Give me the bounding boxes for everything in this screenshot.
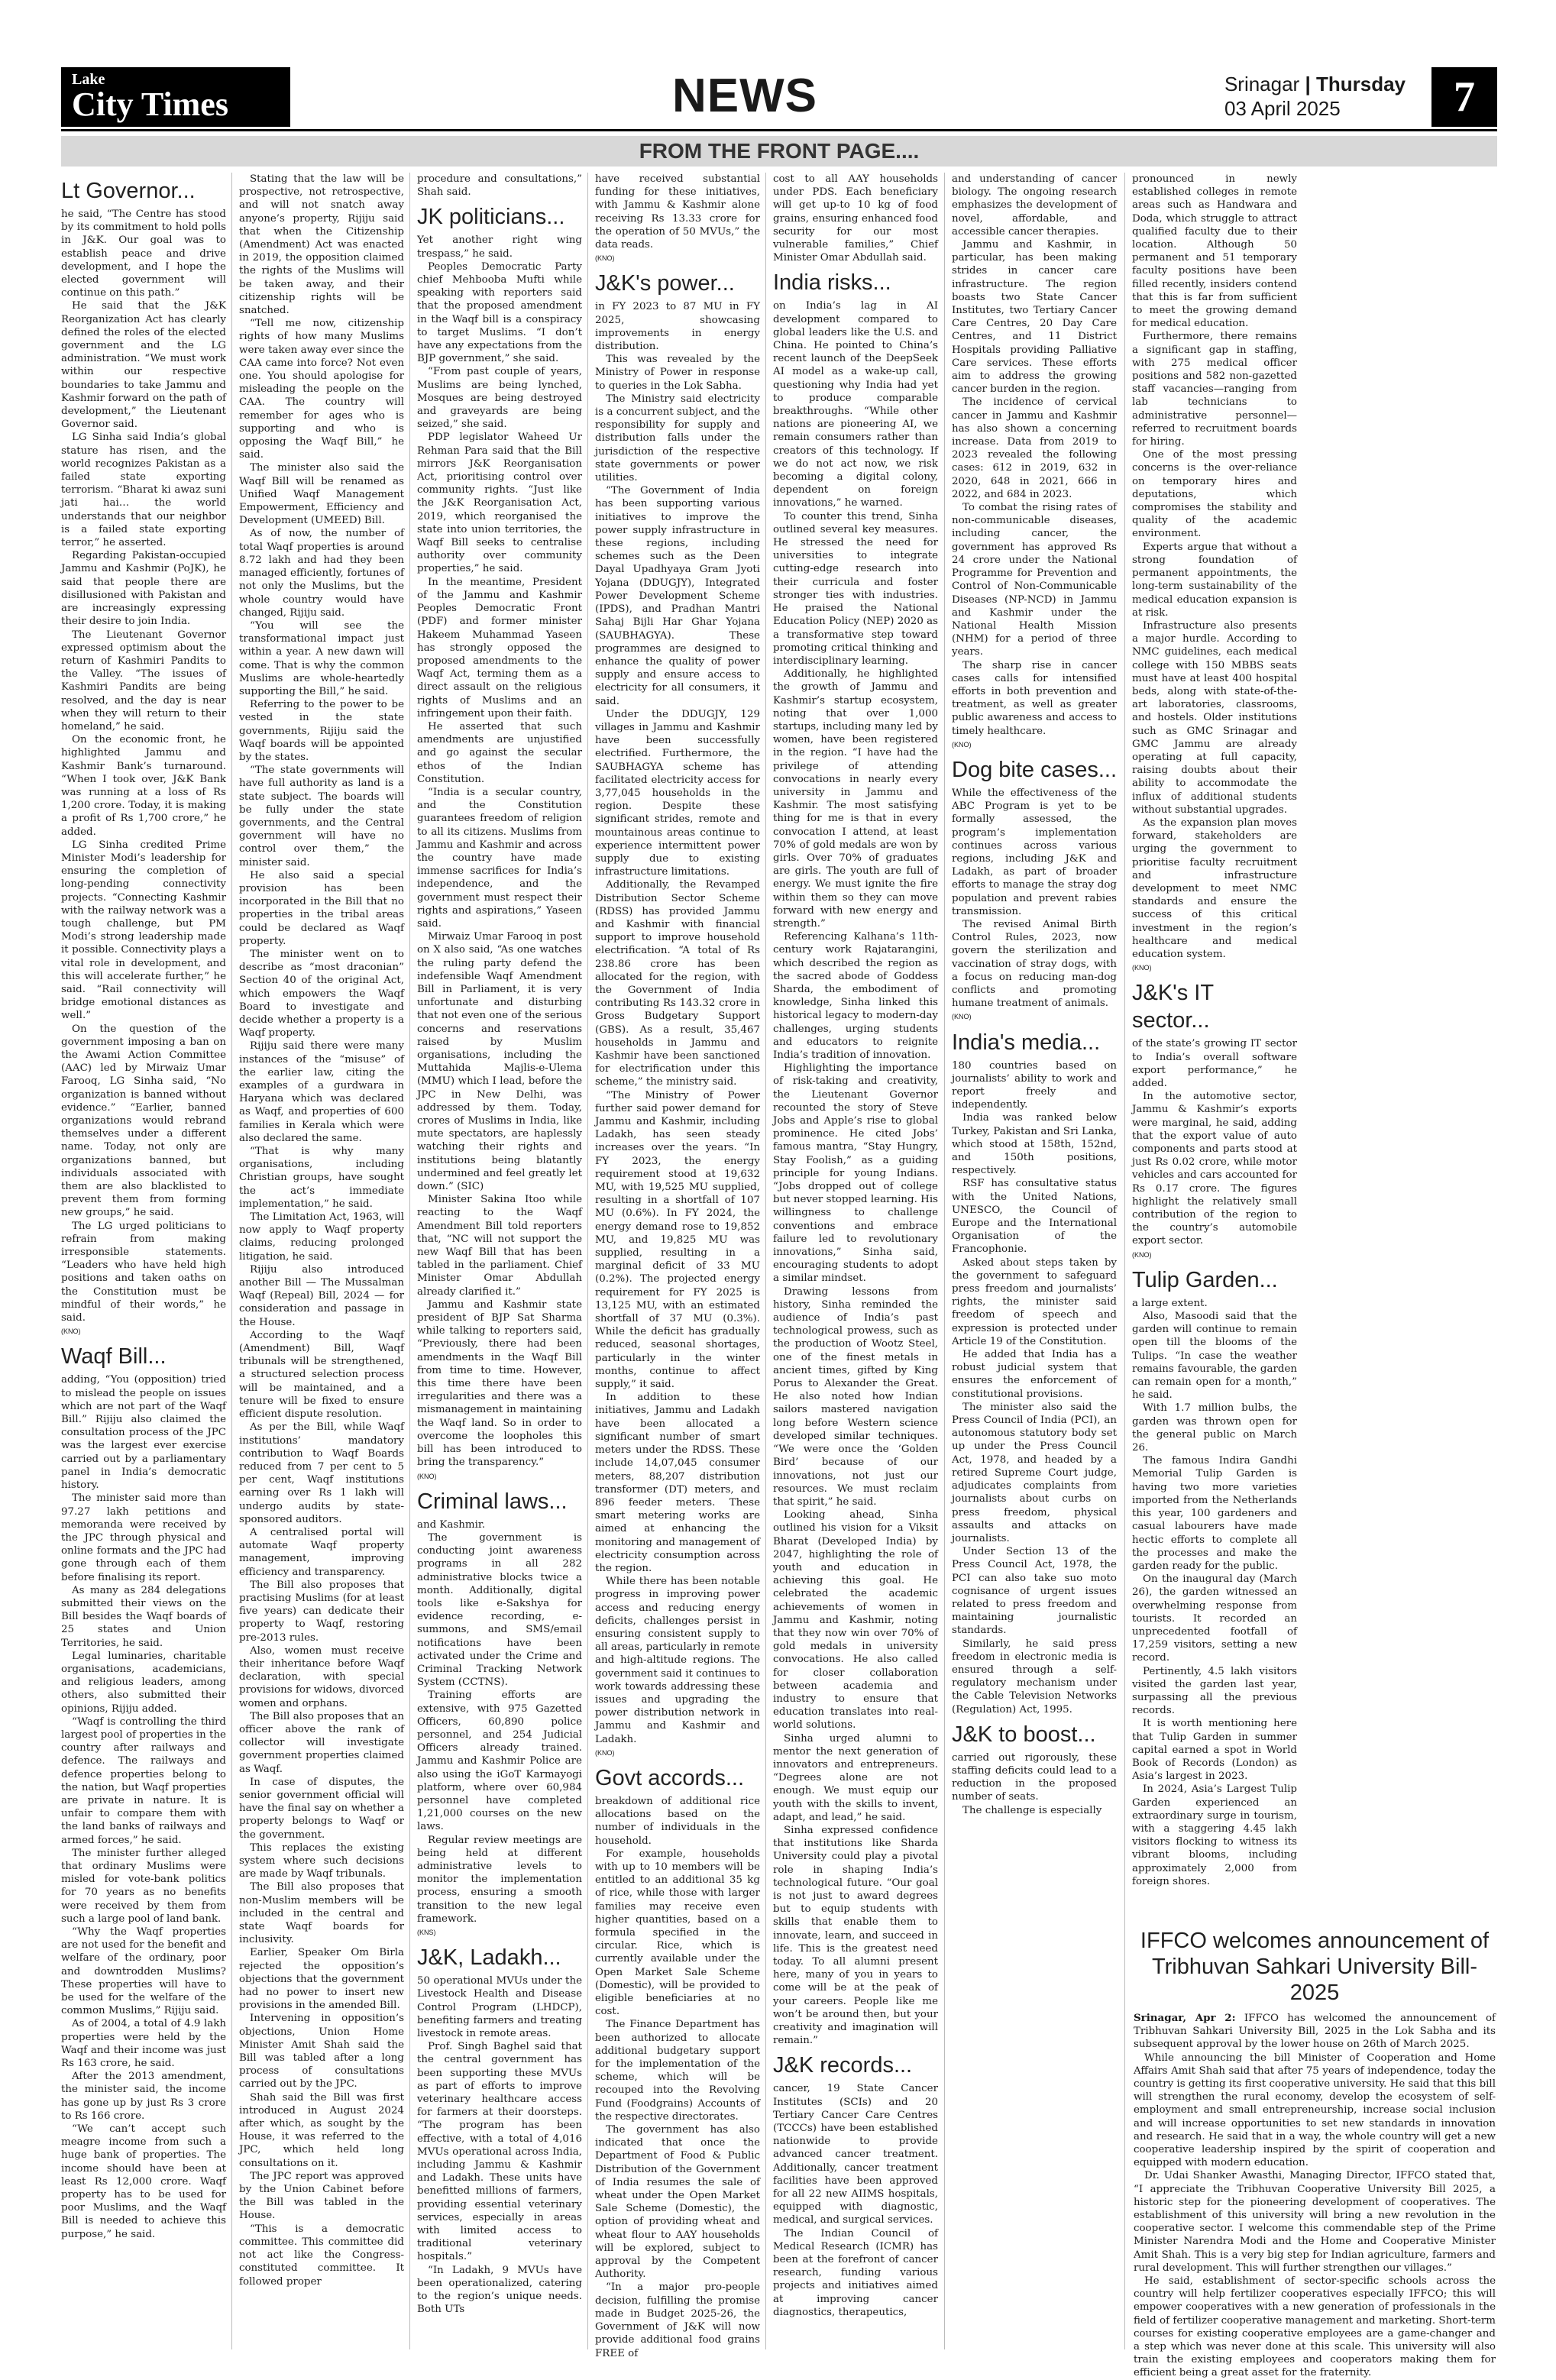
paragraph: The government is conducting joint awareness programs in all 282 administrative blocks twice a month. Additionally, digital tools like e-Sakshya for evidence recording, e-summons, and SMS/email notifications have been activated under the Crime and Criminal Tracking Network System (CCTNS). <box>417 1531 582 1689</box>
paragraph: “You will see the transformational impact just within a year. A new dawn will come. That is why the common Muslims are whole-heartedly supporting the Bill,” he said. <box>239 619 404 697</box>
paragraph: adding, “You (opposition) tried to mislead the people on issues which are not part of the Waqf Bill.” Rijiju also claimed the consultation process of the JPC was the largest ever exercise carried out by a parliamentary panel in India’s democratic history. <box>61 1374 226 1492</box>
agency-tag: (KNO) <box>417 1472 437 1480</box>
agency-tag: (KNO) <box>595 1748 615 1757</box>
paragraph: The JPC report was approved by the Union Cabinet before the Bill was tabled in the House. <box>239 2170 404 2222</box>
paragraph: Jammu and Kashmir, in particular, has been making strides in cancer care infrastructure. The region boasts two State Cancer Institutes, two Tertiary Cancer Care Centres, 20 Day Care Centres, and 11 District Hospitals providing Palliative Care services. These efforts aim to address the growing cancer burden in the region. <box>952 239 1117 396</box>
paragraph: LG Sinha credited Prime Minister Modi’s leadership for ensuring the completion of long-pending connectivity projects. “Connecting Kashmir with the railway network was a tough challenge, but PM Modi’s strong leadership made it possible. Connectivity plays a vital role in development, and this will accelerate further,” he said. “Rail connectivity will bridge emotional distances as well.” <box>61 839 226 1022</box>
paragraph: “The state governments will have full authority as land is a state subject. The boards will be fully under the state governments, and the Central government will have no control over them,” the minister said. <box>239 765 404 868</box>
newspaper-logo[interactable] <box>61 67 290 127</box>
paragraph: pronounced in newly established colleges in remote areas such as Handwara and Doda, which struggle to attract qualified faculty due to their location. Although 50 permanent and 51 temporary faculty positions have been filled recently, insiders contend that this is far from sufficient to meet the growing demand for medical education. <box>1132 173 1297 330</box>
section-title: NEWS <box>672 70 817 122</box>
headline-india-risks[interactable]: India risks... <box>773 270 891 296</box>
paragraph: Training efforts are extensive, with 975 Gazetted Officers, 60,890 police personnel, and 254 Judicial Officers already trained. Jammu and Kashmir Police are also using the iGoT Karmayogi platform, where over 60,984 personnel have completed 1,21,000 courses on the new laws. <box>417 1690 582 1833</box>
paragraph: This replaces the existing system where such decisions are made by Waqf tribunals. <box>239 1842 404 1880</box>
paragraph: Dr. Udai Shanker Awasthi, Managing Director, IFFCO stated that, “I appreciate the Tribhuvan Cooperative University Bill 2025, a historic step for the pioneering development of cooperatives. The establishment of this university will bring a new revolution in the cooperative sector. I welcome this commendable step of the Prime Minister Narendra Modi and the Home and Cooperative Minister Amit Shah. This is a very big step for Indian agriculture, farmers and rural development. This will further strengthen our villages.” <box>1134 2170 1496 2274</box>
paragraph: The LG urged politicians to refrain from making irresponsible statements. “Leaders who have held high positions and taken oaths on the Constitution must be mindful of their words,” he said. <box>61 1220 226 1324</box>
paragraph: The Limitation Act, 1963, will now apply to Waqf property claims, reducing prolonged litigation, he said. <box>239 1211 404 1263</box>
paragraph: “That is why many organisations, including Christian groups, have sought the act’s immediate implementation,” he said. <box>239 1146 404 1210</box>
paragraph: Drawing lessons from history, Sinha reminded the audience of India’s past technological prowess, such as the production of Wootz Steel, one of the finest metals in ancient times, gifted by King Porus to Alexander the Great. He also noted how Indian sailors mastered navigation long before Western science developed similar techniques. “We were once the ‘Golden Bird’ because of our innovations, not just our resources. We must reclaim that spirit,” he said. <box>773 1285 938 1508</box>
dateline-label: Srinagar, Apr 2: <box>1134 2012 1236 2024</box>
paragraph: 180 countries based on journalists’ ability to work and report freely and independently. <box>952 1059 1117 1111</box>
paragraph: One of the most pressing concerns is the over-reliance on temporary hires and deputations, which compromises the stability and quality of the academic environment. <box>1132 449 1297 540</box>
logo-big-text: City Times <box>72 86 228 123</box>
paragraph-text: IFFCO has welcomed the announcement of Tribhuvan Sahkari University Bill, 2025 in the Lok Sabha and its subsequent approval by the lower house on 26th of March 2025. <box>1134 2013 1496 2051</box>
headline-dog-bite[interactable]: Dog bite cases... <box>952 757 1117 782</box>
paragraph: Under the DDUGJY, 129 villages in Jammu and Kashmir have been successfully electrified. Furthermore, the SAUBHAGYA scheme has facilitated electricity access for 3,77,045 households in the region. Despite these significant strides, remote and mountainous areas continue to experience intermittent power supply due to existing infrastructure limitations. <box>595 708 760 878</box>
paragraph: While announcing the bill Minister of Cooperation and Home Affairs Amit Shah said that after 75 years of independence, today the country is getting its first cooperative university. He said that this bill will strengthen the rural economy, develop the ecosystem of self-employment and small entrepreneurship, increase social inclusion and will increase opportunities to set new standards in innovation and research. He said that in a way, the whole country will get a new cooperative leadership inspired by the spirit of cooperation and equipped with modern education. <box>1134 2052 1496 2169</box>
paragraph: “Waqf is controlling the third largest pool of properties in the country after railways and defence. The railways and defence properties belong to the nation, but Waqf properties are private in nature. It is unfair to compare them with the land banks of railways and armed forces,” he said. <box>61 1715 226 1846</box>
paragraph: With 1.7 million bulbs, the garden was thrown open for the general public on March 26. <box>1132 1402 1297 1454</box>
paragraph: The famous Indira Gandhi Memorial Tulip Garden is having two more varieties imported from the Netherlands this year, 100 gardeners and casual labourers have made hectic efforts to complete all the processes and make the garden ready for the public. <box>1132 1455 1297 1572</box>
paragraph: Sinha urged alumni to mentor the next generation of innovators and entrepreneurs. “Degrees alone are not enough. We must equip our youth with the skills to invent, adapt, and lead,” he said. <box>773 1732 938 1823</box>
paragraph: Peoples Democratic Party chief Mehbooba Mufti while speaking with reporters said that the proposed amendment in the Waqf bill is a conspiracy to target Muslims. “I don’t have any expectations from the BJP government,” she said. <box>417 260 582 365</box>
agency-tag: (KNO) <box>952 1013 972 1021</box>
paragraph: Also, women must receive their inheritance before Waqf declaration, with special provisions for widows, divorced women and orphans. <box>239 1644 404 1709</box>
paragraph: “Why the Waqf properties are not used for the benefit and welfare of the ordinary, poor and downtrodden Muslims? These properties will have to be used for the welfare of the common Muslims,” Rijiju said. <box>61 1926 226 2017</box>
paragraph: While there has been notable progress in improving power access and reducing energy deficits, challenges persist in ensuring consistent supply to all areas, particularly in remote and high-altitude regions. The government said it continues to work towards addressing these issues and upgrading the power distribution network in Jammu and Kashmir and Ladakh. <box>595 1576 760 1745</box>
column-2 <box>239 173 404 2349</box>
paragraph: “The Government of India has been supporting various initiatives to improve the power supply infrastructure in these regions, including schemes such as the Deen Dayal Upadhyaya Gram Jyoti Yojana (DDUGJY), Integrated Power Development Scheme (IPDS), and Pradhan Mantri Sahaj Bijli Har Ghar Yojana (SAUBHAGYA). These programmes are designed to enhance the quality of power supply and ensure access to electricity for all consumers, it said. <box>595 485 760 707</box>
column-1 <box>61 173 226 2349</box>
paragraph: Prof. Singh Baghel said that the central government has been supporting these MVUs as part of efforts to improve veterinary healthcare access for farmers at their doorsteps. “The program has been effective, with a total of 4,016 MVUs operational across India, including Jammu & Kashmir and Ladakh. These units have benefitted millions of farmers, providing essential veterinary services, especially in areas with limited access to traditional veterinary hospitals.” <box>417 2041 582 2263</box>
paragraph: “In Ladakh, 9 MVUs have been operationalized, catering to the region’s unique needs. Both UTs <box>417 2264 582 2316</box>
headline-lt-governor[interactable]: Lt Governor... <box>61 179 196 203</box>
paragraph: According to the Waqf (Amendment) Bill, Waqf tribunals will be strengthened, a structured selection process will be maintained, and a tenure will be fixed to ensure efficient dispute resolution. <box>239 1329 404 1421</box>
column-7 <box>1132 173 1297 1922</box>
headline-jk-boost[interactable]: J&K to boost... <box>952 1722 1096 1747</box>
paragraph: Yet another right wing trespass,” he said. <box>417 234 582 260</box>
paragraph: Referencing Kalhana’s 11th-century work Rajatarangini, which described the region as the sacred abode of Goddess Sharda, the embodiment of knowledge, Sinha linked this historical legacy to modern-day challenges, urging students and educators to reignite India’s tradition of innovation. <box>773 931 938 1061</box>
paragraph: The minister said more than 97.27 lakh petitions and memoranda were received by the JPC through physical and online formats and the JPC had gone through each of them before finalising its report. <box>61 1492 226 1583</box>
logo-small-text: Lake <box>72 71 105 88</box>
paragraph: Regular review meetings are being held at different administrative levels to monitor the implementation process, ensuring a smooth transition to the new legal framework. <box>417 1834 582 1925</box>
paragraph: 50 operational MVUs under the Livestock Health and Disease Control Program (LHDCP), benefiting farmers and treating livestock in remote areas. <box>417 1975 582 2040</box>
headline-jk-politicians[interactable]: JK politicians... <box>417 205 565 230</box>
column-divider <box>765 173 766 2349</box>
paragraph: As many as 284 delegations submitted their views on the Bill besides the Waqf boards of 25 states and Union Territories, he said. <box>61 1584 226 1649</box>
headline-india-media[interactable]: India's media... <box>952 1030 1101 1055</box>
paragraph: Experts argue that without a strong foundation of permanent appointments, the long-term sustainability of the medical education expansion is at risk. <box>1132 541 1297 619</box>
paragraph: The Indian Council of Medical Research (ICMR) has been at the forefront of cancer research, funding various projects and initiatives aimed at improving cancer diagnostics, therapeutics, <box>773 2227 938 2318</box>
iffco-article <box>1134 1928 1496 2379</box>
paragraph: He said that the J&K Reorganization Act has clearly defined the roles of the elected government and the LG administration. “We must work within our respective boundaries to take Jammu and Kashmir forward on the path of development,” the Lieutenant Governor said. <box>61 300 226 431</box>
headline-jk-records[interactable]: J&K records... <box>773 2053 913 2078</box>
paragraph: A centralised portal will automate Waqf property management, improving efficiency and transparency. <box>239 1526 404 1578</box>
paragraph: On the inaugural day (March 26), the garden witnessed an overwhelming response from tourists. It recorded an unprecedented footfall of 17,259 visitors, setting a new record. <box>1132 1573 1297 1664</box>
date-separator: | <box>1305 73 1311 95</box>
headline-jk-it-sector[interactable]: J&K's IT sector... <box>1132 981 1214 1033</box>
paragraph: He also said a special provision has been incorporated in the Bill that no properties in the tribal areas could be declared as Waqf property. <box>239 869 404 947</box>
paragraph: This was revealed by the Ministry of Power in response to queries in the Lok Sabha. <box>595 354 760 392</box>
city-name: Srinagar <box>1224 73 1300 95</box>
column-5 <box>773 173 938 2349</box>
paragraph: He asserted that such amendments are unjustified and go against the secular ethos of the Indian Constitution. <box>417 720 582 785</box>
paragraph: “In a major pro-people decision, fulfilling the promise made in Budget 2025-26, the Government of J&K will now provide additional food grains FREE of <box>595 2281 760 2359</box>
paragraph: Additionally, he highlighted the growth of Jammu and Kashmir’s startup ecosystem, noting that over 1,000 startups, including many led by women, have been registered in the region. “I have had the privilege of attending convocations in nearly every university in Jammu and Kashmir. The most satisfying thing for me is that in every convocation I attend, at least 70% of gold medals are won by girls. Over 70% of graduates are girls. The youth are full of energy. We must ignite the fire within them so they can move forward with new energy and strength.” <box>773 668 938 930</box>
headline-iffco[interactable]: IFFCO welcomes announcement of Tribhuvan Sahkari University Bill-2025 <box>1140 1929 1490 2005</box>
paragraph: have received substantial funding for these initiatives, with Jammu & Kashmir alone receiving Rs 13.33 crore for the operation of 50 MVUs,” the data reads. <box>595 173 760 251</box>
issue-date: 03 April 2025 <box>1224 97 1341 120</box>
column-divider <box>231 173 232 2349</box>
paragraph: Intervening in opposition’s objections, Union Home Minister Amit Shah said the Bill was tabled after a long process of consultations carried out by the JPC. <box>239 2013 404 2091</box>
paragraph: of the state’s growing IT sector to India’s overall software export performance,” he added. <box>1132 1038 1297 1089</box>
paragraph: He added that India has a robust judicial system that ensures the enforcement of constitutional provisions. <box>952 1349 1117 1400</box>
paragraph: Under Section 13 of the Press Council Act, 1978, the PCI can also take suo moto cognisance of urgent issues related to press freedom and maintaining journalistic standards. <box>952 1546 1117 1637</box>
agency-tag: (KNS) <box>417 1929 436 1936</box>
paragraph: breakdown of additional rice allocations based on the number of individuals in the household. <box>595 1795 760 1847</box>
paragraph: RSF has consultative status with the United Nations, UNESCO, the Council of Europe and the International Organisation of the Francophonie. <box>952 1178 1117 1256</box>
paragraph: Similarly, he said press freedom in electronic media is ensured through a self-regulatory mechanism under the Cable Television Networks (Regulation) Act, 1995. <box>952 1638 1117 1715</box>
paragraph: On the question of the government imposing a ban on the Awami Action Committee (AAC) led by Mirwaiz Umar Farooq, LG Sinha said, “No organization is banned without evidence.” “Earlier, banned organizations would rebrand themselves under a different name. Today, not only are organizations banned, but individuals associated with them are also blacklisted to prevent them from forming new groups,” he said. <box>61 1023 226 1219</box>
paragraph: cost to all AAY households under PDS. Each beneficiary will get up-to 10 kg of food grains, ensuring enhanced food security for our most vulnerable families,” Chief Minister Omar Abdullah said. <box>773 173 938 264</box>
paragraph: It is worth mentioning here that Tulip Garden in summer capital earned a spot in World Book of Records (London) as Asia’s largest in 2023. <box>1132 1718 1297 1783</box>
paragraph: To combat the rising rates of non-communicable diseases, including cancer, the government has approved Rs 24 crore under the National Programme for Prevention and Control of Non-Communicable Diseases (NP-NCD) in Jammu and Kashmir under the National Health Mission (NHM) for a period of three years. <box>952 502 1117 658</box>
paragraph: The Bill also proposes that an officer above the rank of collector will investigate government properties claimed as Waqf. <box>239 1710 404 1775</box>
paragraph: He said, establishment of sector-specific schools across the country will help fertilizer cooperatives especially IFFCO; this will empower cooperatives with a new generation of professionals in the field of fertilizer cooperative management and marketing. Short-term courses for existing cooperative employees are a game-changer and a step which was never done at this scale. This university will also train the existing employees and cooperators making them for efficient being a great asset for the fraternity. <box>1134 2275 1496 2379</box>
paragraph: Asked about steps taken by the government to safeguard press freedom and journalists’ rights, the minister said freedom of speech and expression is protected under Article 19 of the Constitution. <box>952 1256 1117 1347</box>
paragraph: on India’s lag in AI development compared to global leaders like the U.S. and China. He pointed to China’s recent launch of the DeepSeek AI model as a wake-up call, questioning why India had yet to produce comparable breakthroughs. “While other nations are pioneering AI, we remain consumers rather than creators of this technology. If we do not act now, we risk becoming a digital colony, dependent on foreign innovations,” he warned. <box>773 300 938 509</box>
headline-jk-power[interactable]: J&K's power... <box>595 271 735 296</box>
paragraph: Pertinently, 4.5 lakh visitors visited the garden last year, surpassing all the previous records. <box>1132 1665 1297 1717</box>
paragraph: PDP legislator Waheed Ur Rehman Para said that the Bill mirrors J&K Reorganisation Act, prioritising control over community rights. “Just like the J&K Reorganisation Act, 2019, which reorganised the state into union territories, the Waqf Bill seeks to centralise authority over community properties,” he said. <box>417 432 582 575</box>
paragraph: The minister also said the Waqf Bill will be renamed as Unified Waqf Management Empowerment, Efficiency and Development (UMEED) Bill. <box>239 462 404 527</box>
paragraph <box>1134 2012 1496 2052</box>
paragraph: After the 2013 amendment, the minister said, the income has gone up by just Rs 3 crore to Rs 166 crore. <box>61 2071 226 2122</box>
paragraph: In the automotive sector, Jammu & Kashmir’s exports were marginal, he said, adding that the export value of auto components and parts stood at just Rs 0.02 crore, while motor vehicles and cars accounted for Rs 0.17 crore. The figures highlight the relatively small contribution of the region to the country’s automobile export sector. <box>1132 1091 1297 1247</box>
paragraph: Referring to the power to be vested in the state governments, Rijiju said the Waqf boards will be appointed by the states. <box>239 699 404 763</box>
paragraph: cancer, 19 State Cancer Institutes (SCIs) and 20 Tertiary Cancer Care Centres (TCCCs) have been established nationwide to provide advanced cancer treatment. Additionally, cancer treatment facilities have been approved for all 22 new AIIMS hospitals, equipped with diagnostic, medical, and surgical services. <box>773 2083 938 2226</box>
column-divider <box>1124 173 1125 2349</box>
paragraph: Looking ahead, Sinha outlined his vision for a Viksit Bharat (Developed India) by 2047, highlighting the role of youth and education in achieving this goal. He celebrated the academic achievements of women in Jammu and Kashmir, noting that they now win over 70% of gold medals in university convocations. He also called for closer collaboration between academia and industry to ensure that education translates into real-world solutions. <box>773 1509 938 1732</box>
paragraph: The challenge is especially <box>962 1804 1102 1816</box>
front-page-banner: FROM THE FRONT PAGE.... <box>61 136 1497 167</box>
paragraph: Jammu and Kashmir state president of BJP Sat Sharma while talking to reporters said, “Previously, there had been amendments in the Waqf Bill from time to time. However, this time there have been irregularities and there was a mismanagement in maintaining the Waqf land. So in order to overcome the loopholes this bill has been introduced to bring the transparency.” <box>417 1298 582 1469</box>
paragraph: Highlighting the importance of risk-taking and creativity, the Lieutenant Governor recounted the story of Steve Jobs and Apple’s rise to global prominence. He cited Jobs’ famous mantra, “Stay Hungry, Stay Foolish,” as a guiding principle for young Indians. “Jobs dropped out of college but never stopped learning. His willingness to challenge conventions and embrace failure led to revolutionary innovations,” Sinha said, encouraging students to adopt a similar mindset. <box>773 1062 938 1285</box>
paragraph: The Ministry said electricity is a concurrent subject, and the responsibility for supply and distribution falls under the jurisdiction of the respective state governments or power utilities. <box>595 393 760 484</box>
agency-tag: (KNO) <box>1132 1250 1152 1259</box>
paragraph: “Tell me now, citizenship rights of how many Muslims were taken away ever since the CAA came into force? Not even one. You should apologise for misleading the people on the CAA. The country will remember for ages who is supporting and who is opposing the Waqf Bill,” he said. <box>239 318 404 461</box>
paragraph: Earlier, Speaker Om Birla rejected the opposition’s objections that the government had no power to insert new provisions in the amended Bill. <box>239 1947 404 2012</box>
paragraph: LG Sinha said India’s global stature has risen, and the world recognizes Pakistan as a failed state exporting terrorism. “Bharat ki awaz suni jati hai… the world understands that our neighbor is a failed state exporting terror,” he asserted. <box>61 432 226 549</box>
paragraph: Stating that the law will be prospective, not retrospective, and will not snatch away anyone’s property, Rijiju said that when the Citizenship (Amendment) Act was enacted in 2019, the opposition claimed the rights of the Muslims will be taken away, and their citizenship rights will be snatched. <box>239 173 404 317</box>
column-divider <box>409 173 410 2349</box>
paragraph: For example, households with up to 10 members will be entitled to an additional 35 kg of rice, while those with larger families may receive even higher quantities, based on a formula specified in the circular. Rice, which is currently available under the Open Market Sale Scheme (Domestic), will be provided to eligible beneficiaries at no cost. <box>595 1848 760 2018</box>
paragraph: Furthermore, there remains a significant gap in staffing, with 275 medical officer positions and 582 non-gazetted staff vacancies—ranging from lab technicians to administrative personnel—referred to recruitment boards for hiring. <box>1132 331 1297 448</box>
paragraph: procedure and consultations,” Shah said. <box>417 173 582 199</box>
paragraph: Additionally, the Revamped Distribution Sector Scheme (RDSS) has provided Jammu and Kashmir with financial support to improve household electrification. “A total of Rs 238.86 crore has been allocated for the region, with the Government of India contributing Rs 143.32 crore in Gross Budgetary Support (GBS). As a result, 35,467 households in Jammu and Kashmir have been sanctioned for electrification under this scheme,” the ministry said. <box>595 879 760 1088</box>
paragraph: The Bill also proposes that non-Muslim members will be included in the central and state Waqf boards for inclusivity. <box>239 1881 404 1946</box>
paragraph: The sharp rise in cancer cases calls for intensified efforts in both prevention and treatment, as well as greater public awareness and access to timely healthcare. <box>952 659 1117 737</box>
paragraph: India was ranked below Turkey, Pakistan and Sri Lanka, which stood at 158th, 152nd, and 150th positions, respectively. <box>952 1112 1117 1177</box>
paragraph: While the effectiveness of the ABC Program is yet to be formally assessed, the program’s implementation continues across various regions, including J&K and Ladakh, as part of broader efforts to manage the stray dog population and prevent rabies transmission. <box>952 787 1117 917</box>
paragraph: In the meantime, President of the Jammu and Kashmir Peoples Democratic Front (PDF) and former minister Hakeem Muhammad Yaseen has strongly opposed the proposed amendments to the Waqf Act, terming them as a direct assault on the religious rights of Muslims and an infringement upon their faith. <box>417 576 582 719</box>
paragraph: In 2024, Asia’s Largest Tulip Garden experienced an extraordinary surge in tourism, with a staggering 4.45 lakh visitors flocking to witness its vibrant blooms, including approximately 2,000 from foreign shores. <box>1132 1783 1297 1887</box>
weekday: Thursday <box>1315 73 1406 95</box>
paragraph: Sinha expressed confidence that institutions like Sharda University could play a pivotal role in shaping India’s technological future. “Our goal is not just to award degrees but to equip students with skills that enable them to innovate, learn, and succeed in life. This is the greatest need today. To all alumni present here, many of you in years to come will be at the peak of your careers. People like me won’t be around then, but your creativity and imagination will remain.” <box>773 1824 938 2047</box>
paragraph: and Kashmir. <box>417 1518 486 1531</box>
column-8 <box>1314 173 1479 1922</box>
paragraph: “From past couple of years, Muslims are being lynched, Mosques are being destroyed and graveyards are being seized,” she said. <box>417 366 582 431</box>
headline-tulip-garden[interactable]: Tulip Garden... <box>1132 1267 1278 1292</box>
dateline <box>1224 72 1406 121</box>
agency-tag: (KNO) <box>595 254 615 263</box>
paragraph: “The Ministry of Power further said power demand for Jammu and Kashmir, including Ladakh, has seen steady increases over the years. “In FY 2023, the energy requirement stood at 19,632 MU, with 19,525 MU supplied, resulting in a shortfall of 107 MU (0.6%). In FY 2024, the energy demand rose to 19,852 MU, and 19,825 MU was supplied, resulting in a marginal deficit of 33 MU (0.2%). The projected energy requirement for FY 2025 is 13,125 MU, with an estimated shortfall of 37 MU (0.3%). While the deficit has gradually reduced, seasonal shortages, particularly in the winter months, continue to affect supply,” it said. <box>595 1089 760 1391</box>
agency-tag: (KNO) <box>61 1327 81 1336</box>
paragraph: in FY 2023 to 87 MU in FY 2025, showcasing improvements in energy distribution. <box>595 301 760 353</box>
paragraph: The revised Animal Birth Control Rules, 2023, now govern the sterilization and vaccination of stray dogs, with a focus on reducing man-dog conflicts and promoting humane treatment of animals. <box>952 918 1117 1010</box>
paragraph: In case of disputes, the senior government official will have the final say on whether a property belongs to Waqf or the government. <box>239 1776 404 1841</box>
agency-tag: (KNO) <box>952 740 972 749</box>
paragraph: and understanding of cancer biology. The ongoing research emphasizes the development of novel, affordable, and accessible cancer therapies. <box>952 173 1117 238</box>
column-3 <box>417 173 582 2349</box>
paragraph: Mirwaiz Umar Farooq in post on X also said, “As one watches the ruling party defend the indefensible Waqf Amendment Bill in Parliament, it is very unfortunate and disturbing that not even one of the serious concerns and reservations raised by Muslim organisations, including the Muttahida Majlis-e-Ulema (MMU) which I lead, before the JPC in New Delhi, was addressed by them. Today, crores of Muslims in India, like mute spectators, are haplessly watching their rights and institutions being blatantly undermined and feel greatly let down.” (SIC) <box>417 931 582 1193</box>
paragraph: “This is a democratic committee. This committee did not act like the Congress-constituted committee. It followed proper <box>239 2223 404 2288</box>
headline-criminal-laws[interactable]: Criminal laws... <box>417 1489 568 1514</box>
page-number: 7 <box>1431 67 1497 127</box>
paragraph: The minister went on to describe as “most draconian” Section 40 of the original Act, which empowers the Waqf Board to investigate and decide whether a property is a Waqf property. <box>239 948 404 1040</box>
column-4 <box>595 173 760 2359</box>
paragraph: he said, “The Centre has stood by its commitment to hold polls in J&K. Our goal was to establish peace and drive development, and I hope the elected government will continue on this path.” <box>61 209 226 299</box>
paragraph: Also, Masoodi said that the garden will continue to remain open till the blooms of the Tulips. “In case the weather remains favourable, the garden can remain open for a month,” he said. <box>1132 1311 1297 1402</box>
paragraph: Rijiju said there were many instances of the “misuse” of the earlier law, citing the examples of a gurdwara in Haryana which was declared as Waqf, and properties of 600 families in Kerala which were also declared the same. <box>239 1040 404 1144</box>
masthead <box>61 67 1497 131</box>
paragraph: Rijiju also introduced another Bill — The Mussalman Waqf (Repeal) Bill, 2024 — for consideration and passage in the House. <box>239 1263 404 1328</box>
paragraph: “We can’t accept such meagre income from such a huge bank of properties. The income should have been at least Rs 12,000 crore. Waqf property has to be used for poor Muslims, and the Waqf Bill is needed to achieve this purpose,” he said. <box>61 2123 226 2240</box>
paragraph: As per the Bill, while Waqf institutions’ mandatory contribution to Waqf Boards reduced from 7 per cent to 5 per cent, Waqf institutions earning over Rs 1 lakh will undergo audits by state-sponsored auditors. <box>239 1421 404 1525</box>
headline-jk-ladakh[interactable]: J&K, Ladakh... <box>417 1945 561 1971</box>
paragraph: Legal luminaries, charitable organisations, academicians, and religious leaders, among others, also submitted their opinions, Rijiju added. <box>61 1650 226 1715</box>
paragraph: The Lieutenant Governor expressed optimism about the return of Kashmiri Pandits to the Valley. “The issues of Kashmiri Pandits are being resolved, and the day is near when they will return to their homeland,” he said. <box>61 629 226 732</box>
paragraph: a large extent. <box>1132 1297 1208 1309</box>
paragraph: In addition to these initiatives, Jammu and Ladakh have been allocated a significant number of smart meters under the RDSS. These include 14,07,045 consumer meters, 88,207 distribution transformer (DT) meters, and 896 feeder meters. These smart metering works are aimed at enhancing the monitoring and management of electricity consumption across the region. <box>595 1392 760 1574</box>
agency-tag: (KNO) <box>1132 964 1152 972</box>
paragraph: The government has also indicated that once the Department of Food & Public Distribution of the Government of India resumes the sale of wheat under the Open Market Sale Scheme (Domestic), the option of providing wheat and wheat flour to AAY households will be explored, subject to approval by the Competent Authority. <box>595 2124 760 2281</box>
paragraph: As the expansion plan moves forward, stakeholders are urging the government to prioritise faculty recruitment and infrastructure development to meet NMC standards and ensure the success of this critical investment in the region’s healthcare and medical education system. <box>1132 817 1297 960</box>
paragraph: Shah said the Bill was first introduced in August 2024 after which, as sought by the House, it was referred to the JPC, which held long consultations on it. <box>239 2091 404 2169</box>
column-divider <box>587 173 588 2349</box>
paragraph: carried out rigorously, these staffing deficits could lead to a reduction in the proposed number of seats. <box>952 1751 1117 1803</box>
paragraph: The Bill also proposes that practising Muslims (for at least five years) can dedicate their property to Waqf, restoring pre-2013 rules. <box>239 1579 404 1644</box>
paragraph: Minister Sakina Itoo while reacting to the Waqf Amendment Bill told reporters that, “NC will not support the new Waqf Bill that has been tabled in the parliament. Chief Minister Omar Abdullah already clarified it.” <box>417 1194 582 1298</box>
paragraph: “India is a secular country, and the Constitution guarantees freedom of religion to all its citizens. Muslims from Jammu and Kashmir and across the country have made immense sacrifices for India’s independence, and the government must respect their rights and aspirations,” Yaseen said. <box>417 786 582 930</box>
paragraph: The Finance Department has been authorized to allocate additional budgetary support for the implementation of the scheme, which will be recouped into the Revolving Fund (Foodgrains) Accounts of the respective directorates. <box>595 2019 760 2123</box>
paragraph: As of 2004, a total of 4.9 lakh properties were held by the Waqf and their income was just Rs 163 crore, he said. <box>61 2018 226 2070</box>
paragraph: The minister further alleged that ordinary Muslims were misled for vote-bank politics for 70 years as no benefits were received by them from such a large pool of land bank. <box>61 1847 226 1925</box>
headline-govt-accords[interactable]: Govt accords... <box>595 1765 745 1790</box>
column-divider <box>944 173 945 2349</box>
paragraph: As of now, the number of total Waqf properties is around 8.72 lakh and had they been managed efficiently, fortunes of not only the Muslims, but the whole country would have changed, Rijiju said. <box>239 528 404 619</box>
paragraph: The incidence of cervical cancer in Jammu and Kashmir has also shown a concerning increase. Data from 2019 to 2023 revealed the following cases: 612 in 2019, 632 in 2020, 648 in 2021, 666 in 2022, and 684 in 2023. <box>952 396 1117 500</box>
paragraph: The minister also said the Press Council of India (PCI), an autonomous statutory body set up under the Press Council Act, 1978, and headed by a retired Supreme Court judge, adjudicates complaints from journalists about curbs on press freedom, physical assaults and attacks on journalists. <box>952 1401 1117 1544</box>
paragraph: To counter this trend, Sinha outlined several key measures. He stressed the need for universities to integrate cutting-edge research into their curricula and foster stronger ties with industries. He praised the National Education Policy (NEP) 2020 as a transformative step toward promoting critical thinking and interdisciplinary learning. <box>773 510 938 667</box>
headline-waqf-bill[interactable]: Waqf Bill... <box>61 1344 167 1369</box>
paragraph: On the economic front, he highlighted Jammu and Kashmir Bank’s turnaround. “When I took over, J&K Bank was running at a loss of Rs 1,200 crore. Today, it is making a profit of Rs 1,700 crore,” he added. <box>61 734 226 838</box>
column-6 <box>952 173 1117 2349</box>
paragraph: Regarding Pakistan-occupied Jammu and Kashmir (PoJK), he said that people there are disillusioned with Pakistan and are increasingly expressing their desire to join India. <box>61 550 226 628</box>
paragraph: Infrastructure also presents a major hurdle. According to NMC guidelines, each medical college with 150 MBBS seats must have at least 400 hospital beds, along with state-of-the-art laboratories, classrooms, and hostels. Older institutions such as GMC Srinagar and GMC Jammu are already operating at full capacity, raising doubts about their ability to accommodate the influx of additional students without substantial upgrades. <box>1132 619 1297 816</box>
